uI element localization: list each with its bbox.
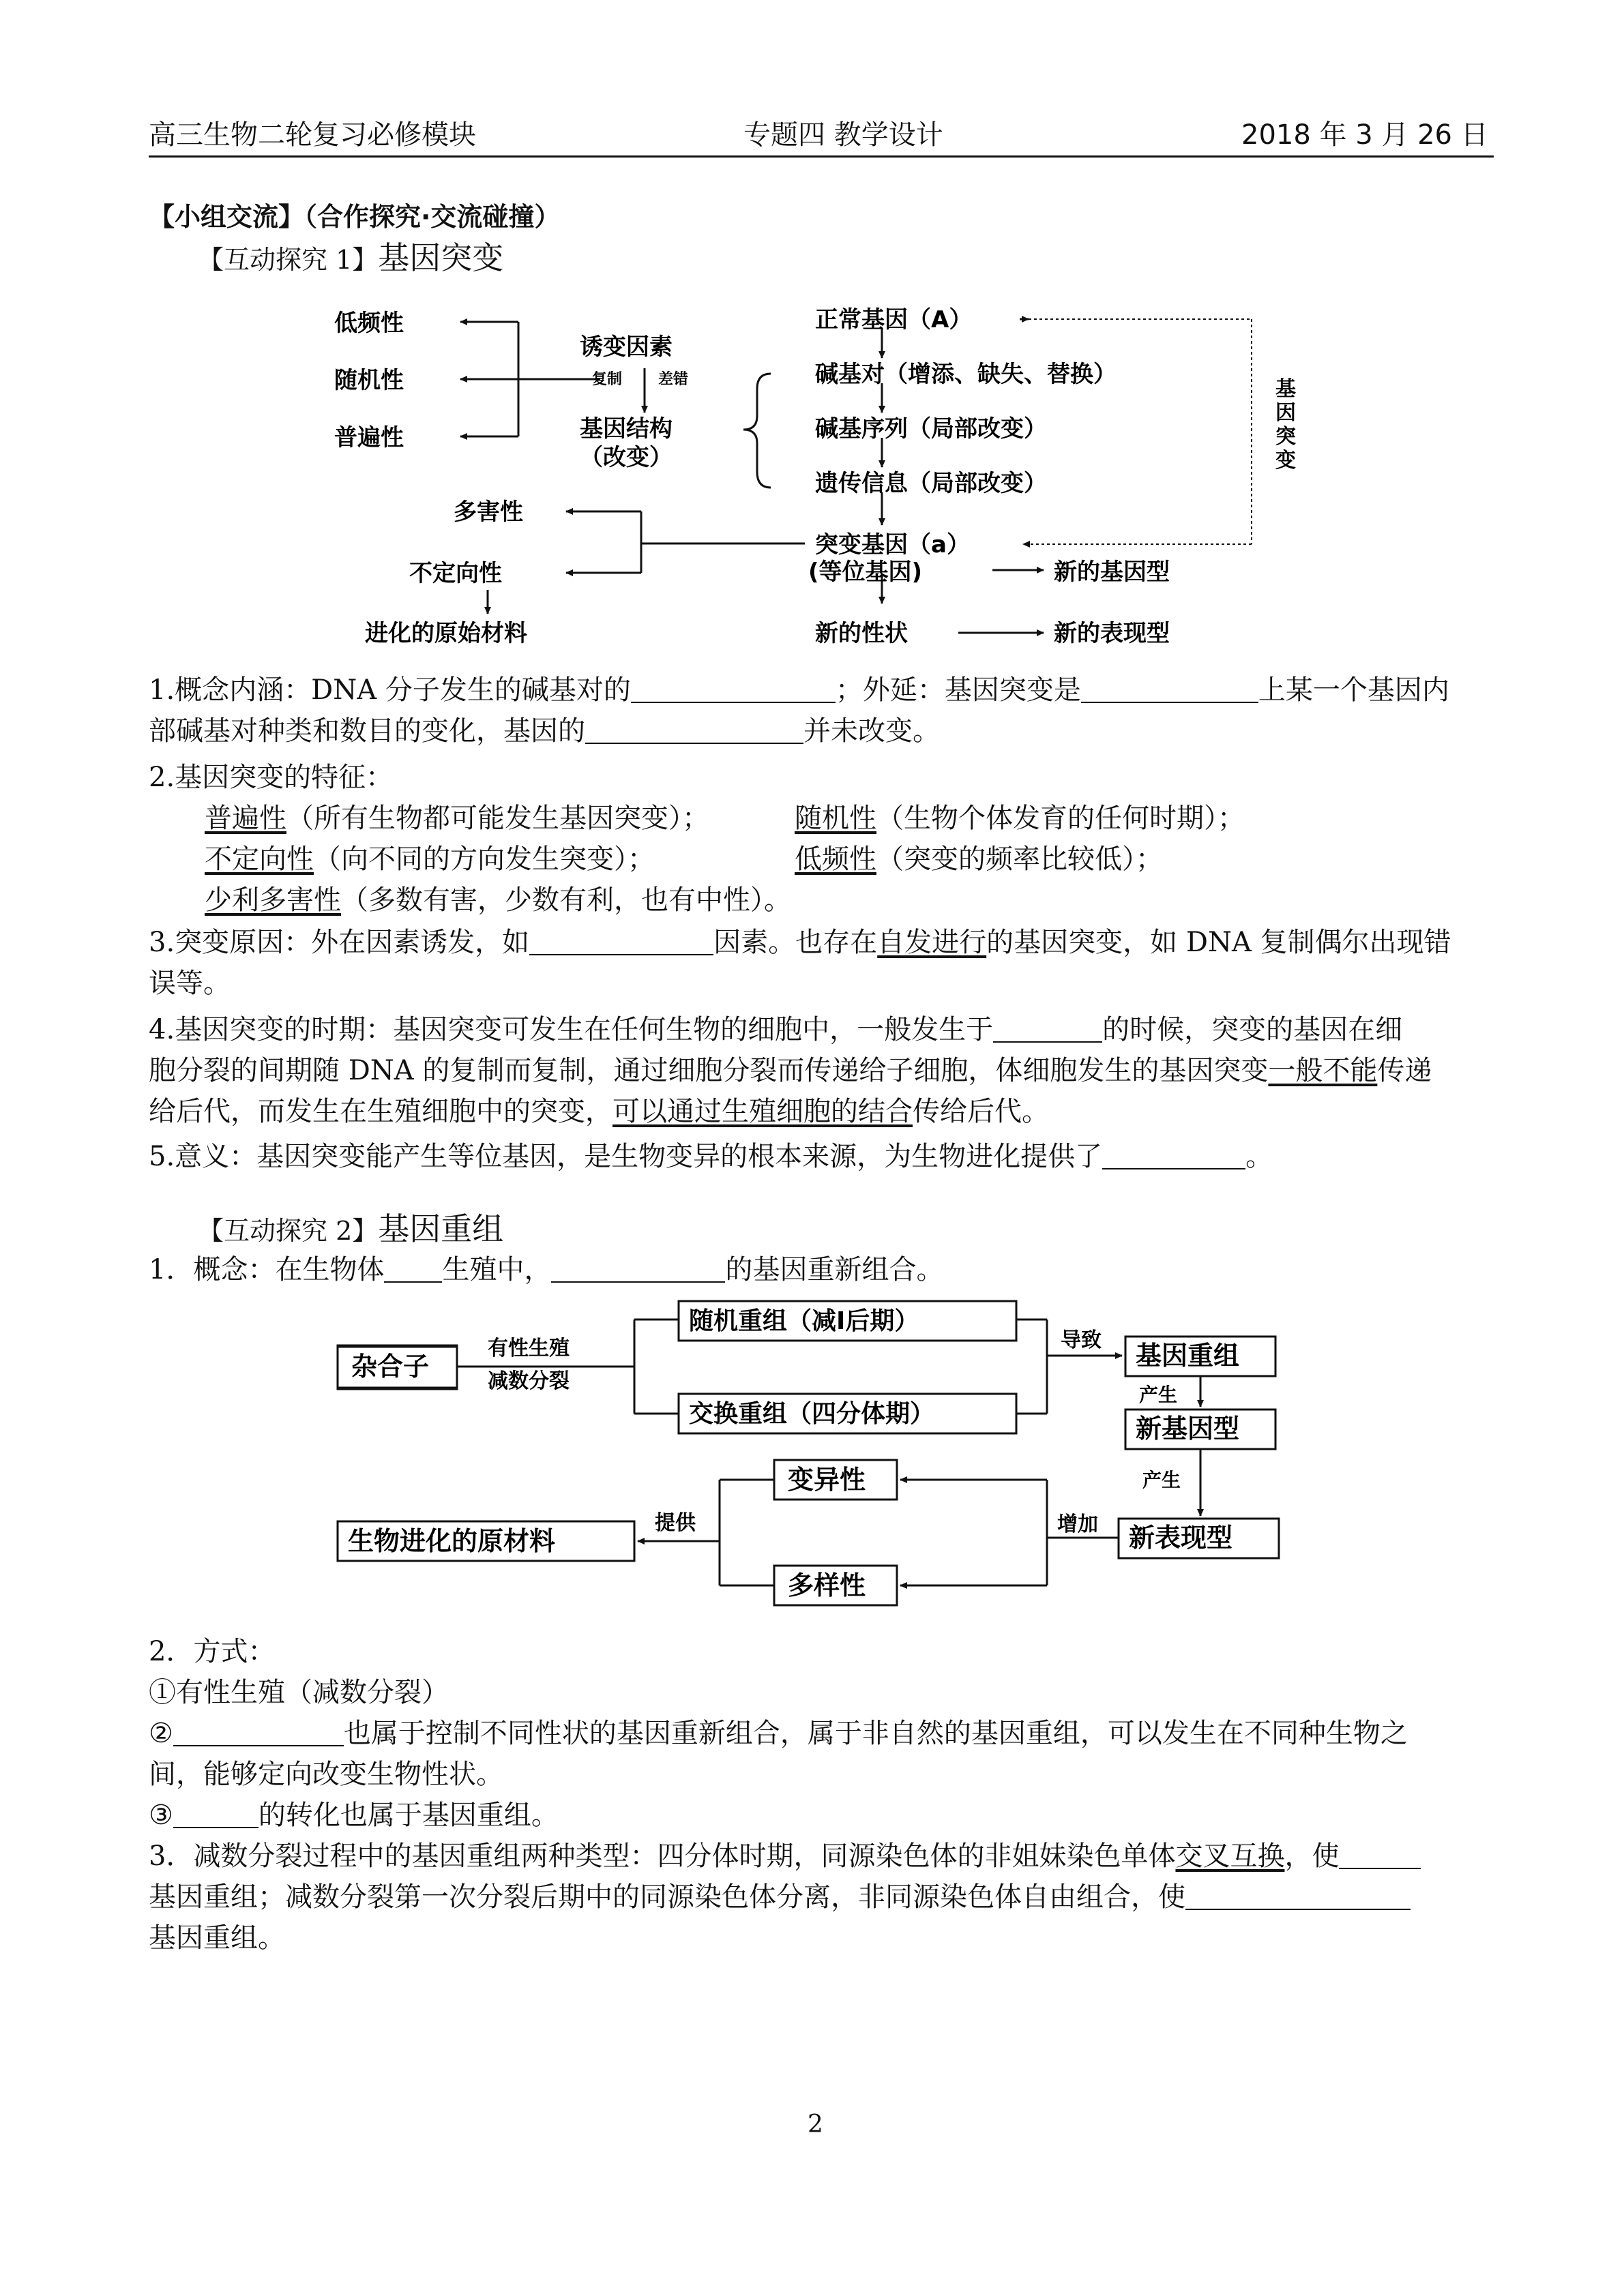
p2-way2 (149, 1713, 1506, 1795)
p2-way3-a: ③ (149, 1800, 173, 1831)
blank-9[interactable] (173, 1720, 344, 1746)
feature-harmful (205, 880, 791, 921)
feature-name: 低频性 (795, 844, 876, 875)
p2-way2-a: ② (149, 1718, 173, 1749)
p1-item1-c: 上某一个基因内 (1258, 674, 1449, 706)
gene-structure-label: 基因结构 (580, 415, 673, 443)
p1-item1-b: ；外延：基因突变是 (835, 674, 1081, 706)
part1-heading-prefix: 【互动探究 1】 (198, 245, 379, 275)
p2-item2-title: 2．方式： (149, 1636, 276, 1667)
header-right: 2018 年 3 月 26 日 (1241, 119, 1488, 151)
chain-base-sequence: 碱基序列（局部改变） (815, 415, 1047, 443)
p1-item4-underlined-2: 可以通过生殖细胞的结合 (612, 1096, 913, 1127)
chain-base-pair: 碱基对（增添、缺失、替换） (815, 361, 1117, 388)
feature-low-frequency (795, 839, 1163, 880)
provide-label: 提供 (655, 1511, 696, 1535)
part2-heading-main: 基因重组 (378, 1210, 504, 1247)
p1-item5-b: 。 (1245, 1141, 1273, 1172)
page-number: 2 (808, 2111, 823, 2138)
p2-item3-b: ，使 (1284, 1840, 1340, 1872)
p1-item4 (149, 1009, 1506, 1132)
new-genotype: 新的基因型 (1054, 558, 1170, 586)
p2-way2-b: 也属于控制不同性状的基因重新组合，属于非自然的基因重组，可以发生在不同种生物之 (343, 1718, 1408, 1749)
feature-universal (205, 798, 709, 839)
allele-label: (等位基因) (808, 558, 923, 586)
feature-name: 普遍性 (205, 803, 286, 834)
feature-name: 不定向性 (205, 844, 314, 875)
new-trait: 新的性状 (815, 620, 908, 647)
process-top: 有性生殖 (488, 1337, 570, 1360)
p1-item3-a: 3.突变原因：外在因素诱发，如 (149, 927, 530, 958)
p1-item4-b: 的时候，突变的基因在细 (1102, 1014, 1403, 1045)
p1-item1-e: 并未改变。 (803, 715, 940, 747)
header-left: 高三生物二轮复习必修模块 (149, 119, 476, 151)
blank-8[interactable] (551, 1257, 725, 1283)
p1-item3-b: 因素。也存在 (713, 927, 878, 958)
p2-item3-c: 基因重组；减数分裂第一次分裂后期中的同源染色体分离，非同源染色体自由组合，使 (149, 1881, 1185, 1913)
feature-desc: （向不同的方向发生突变）； (314, 844, 655, 875)
header-center: 专题四 教学设计 (743, 119, 943, 151)
p2-way3-b: 的转化也属于基因重组。 (258, 1800, 559, 1831)
feature-name: 少利多害性 (205, 884, 341, 916)
p2-item3-d: 基因重组。 (149, 1922, 285, 1954)
feature-random (795, 798, 1245, 839)
p2-item3-a: 3．减数分裂过程中的基因重组两种类型：四分体时期，同源染色体的非姐妹染色单体 (149, 1840, 1176, 1872)
header-divider (149, 155, 1494, 158)
p2-item1-a: 1．概念：在生物体 (149, 1254, 385, 1285)
blank-11[interactable] (1339, 1843, 1421, 1869)
p1-item1 (149, 670, 1499, 751)
side-label-1: 基 (1275, 377, 1296, 401)
p2-way3 (149, 1795, 559, 1836)
chain-normal-gene: 正常基因（A） (815, 306, 973, 333)
produce-label-1: 产生 (1139, 1384, 1178, 1406)
prop-universal: 普遍性 (334, 424, 404, 451)
p2-way1: ①有性生殖（减数分裂） (149, 1677, 449, 1708)
blank-2[interactable] (1081, 677, 1258, 703)
p1-item4-c: 胞分裂的间期随 DNA 的复制而复制，通过细胞分裂而传递给子细胞，体细胞发生的基因突变 (149, 1055, 1269, 1086)
feature-name: 随机性 (795, 803, 876, 834)
blank-1[interactable] (631, 677, 836, 703)
feature-desc: （生物个体发育的任何时期）； (876, 803, 1245, 834)
lead-label: 导致 (1061, 1328, 1102, 1352)
blank-3[interactable] (585, 718, 803, 744)
p1-item3-underlined: 自发进行 (877, 927, 987, 958)
blank-10[interactable] (173, 1802, 259, 1828)
blank-5[interactable] (993, 1017, 1102, 1043)
p1-item1-a: 1.概念内涵：DNA 分子发生的碱基对的 (149, 674, 631, 706)
chain-mutant-gene: 突变基因（a） (815, 531, 970, 558)
blank-7[interactable] (384, 1257, 442, 1283)
gene-structure-change: （改变） (580, 444, 673, 471)
part2-heading-prefix: 【互动探究 2】 (198, 1216, 379, 1246)
feature-desc: （多数有害，少数有利，也有中性）。 (341, 884, 791, 916)
p1-item2-title: 2.基因突变的特征： (149, 762, 394, 793)
exchange-label: 交换重组（四分体期） (689, 1400, 935, 1428)
p2-item1 (149, 1249, 1499, 1290)
random-label: 随机重组（减Ⅰ后期） (689, 1307, 919, 1335)
p1-item3-c: 的基因突变，如 DNA 复制偶尔出现错 (986, 927, 1451, 958)
section-title: 【小组交流】（合作探究·交流碰撞） (149, 202, 561, 232)
p1-item4-f: 传给后代。 (913, 1096, 1049, 1127)
process-bottom: 减数分裂 (488, 1369, 570, 1393)
variation-label: 变异性 (788, 1465, 866, 1495)
blank-6[interactable] (1102, 1144, 1245, 1169)
hybrid-label: 杂合子 (351, 1352, 430, 1382)
p2-item1-b: 生殖中， (442, 1254, 552, 1285)
prop-random: 随机性 (334, 367, 404, 394)
produce-label-2: 产生 (1142, 1469, 1181, 1491)
part2-heading (198, 1208, 503, 1251)
blank-12[interactable] (1185, 1884, 1411, 1910)
material-label: 生物进化的原材料 (348, 1526, 556, 1556)
side-label-3: 突 (1275, 425, 1296, 449)
mutagen-sub-left: 复制 (592, 371, 623, 388)
new-phenotype: 新的表现型 (1054, 620, 1170, 647)
recombination-flow (334, 1299, 1289, 1613)
feature-desc: （所有生物都可能发生基因突变）； (286, 803, 709, 834)
diversity-label: 多样性 (788, 1570, 866, 1600)
chain-genetic-info: 遗传信息（局部改变） (815, 470, 1047, 497)
mutagen-sub-right: 差错 (658, 371, 689, 388)
prop-evolution-material: 进化的原始材料 (365, 620, 527, 647)
p2-item3-underlined: 交叉互换 (1175, 1840, 1285, 1872)
part1-heading (198, 237, 503, 280)
prop-undirected: 不定向性 (409, 560, 502, 587)
recomb-label: 基因重组 (1136, 1341, 1240, 1371)
blank-4[interactable] (529, 929, 713, 955)
p2-item1-c: 的基因重新组合。 (725, 1254, 944, 1285)
side-label-2: 因 (1275, 401, 1296, 425)
feature-desc: （突变的频率比较低）； (876, 844, 1163, 875)
mutagen-label: 诱变因素 (580, 333, 673, 361)
p2-item3 (149, 1836, 1506, 1958)
prop-low-frequency: 低频性 (334, 310, 404, 337)
p1-item4-a: 4.基因突变的时期：基因突变可发生在任何生物的细胞中，一般发生于 (149, 1014, 994, 1045)
p1-item4-e: 给后代，而发生在生殖细胞中的突变， (149, 1096, 612, 1127)
p1-item3-d: 误等。 (149, 968, 231, 999)
prop-mostly-harmful: 多害性 (454, 498, 523, 526)
p1-item5 (149, 1136, 1499, 1177)
increase-label: 增加 (1057, 1512, 1098, 1536)
new-genotype-label: 新基因型 (1136, 1414, 1240, 1444)
p1-item5-a: 5.意义：基因突变能产生等位基因，是生物变异的根本来源，为生物进化提供了 (149, 1141, 1103, 1172)
p1-item1-d: 部碱基对种类和数目的变化，基因的 (149, 715, 585, 747)
new-phenotype-label: 新表现型 (1129, 1523, 1233, 1553)
p1-item3 (149, 922, 1499, 1004)
mutation-diagram (300, 293, 1337, 655)
feature-undirected (205, 839, 655, 880)
side-label-4: 变 (1275, 449, 1296, 473)
p1-item4-underlined-1: 一般不能 (1268, 1055, 1378, 1086)
p1-item4-d: 传递 (1377, 1055, 1432, 1086)
part1-heading-main: 基因突变 (378, 239, 504, 276)
p2-way2-c: 间，能够定向改变生物性状。 (149, 1759, 503, 1790)
